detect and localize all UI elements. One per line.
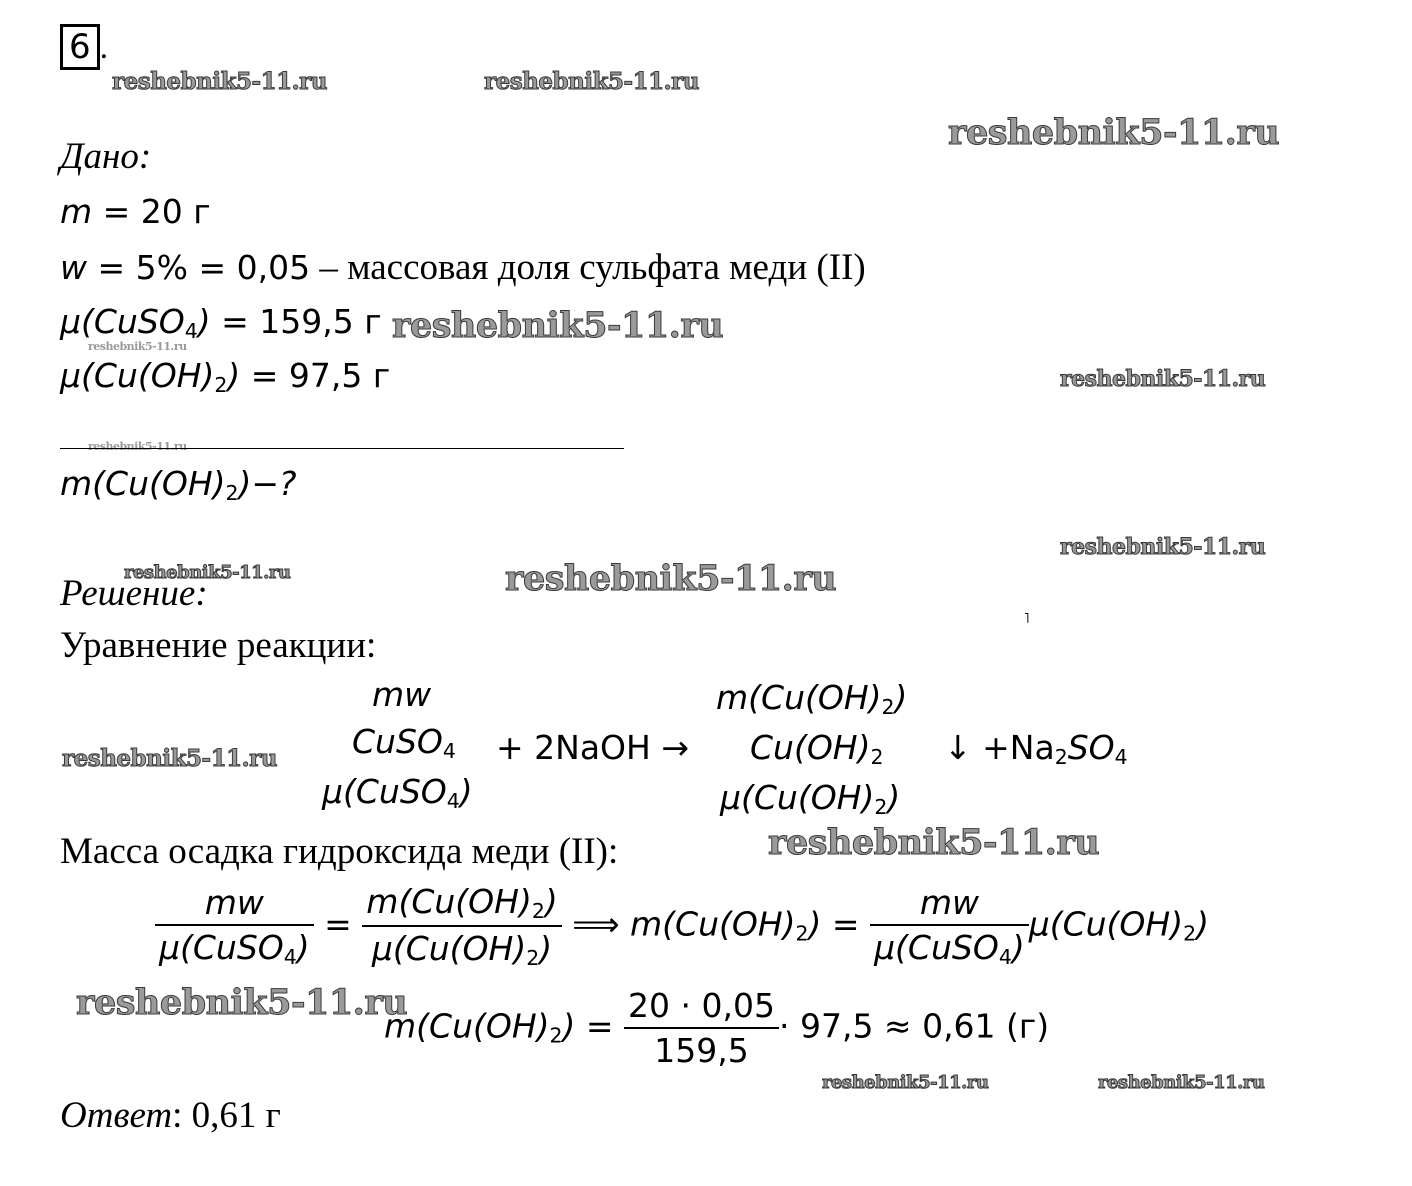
eq-precipitate <box>944 728 1128 769</box>
task-number <box>60 28 108 67</box>
fraction-numeric <box>624 986 779 1070</box>
eq-left-bot-sub: 4 <box>446 789 460 814</box>
reaction-label: Уравнение реакции: <box>60 625 377 666</box>
f-tail-sub: 2 <box>1183 921 1197 946</box>
eq-right-mid-text: Cu(OH) <box>750 728 871 767</box>
mass-value: = 20 г <box>92 192 211 231</box>
eq-left-bot-close: ) <box>459 772 473 811</box>
given-header: Дано: <box>60 136 152 177</box>
mass-variable: m <box>60 192 93 231</box>
solution-header: Решение: <box>60 573 208 614</box>
numeric-numerator: 20 · 0,05 <box>624 986 779 1029</box>
f-implies-close: ) = <box>808 904 860 944</box>
eq-left-top: mw <box>372 675 432 714</box>
f-tail-close: ) <box>1196 904 1209 944</box>
eq-right-bot-text: μ(Cu(OH) <box>720 778 875 817</box>
eq-left-bot <box>322 772 473 813</box>
eq-precip-so: SO <box>1067 728 1115 767</box>
w-description: – массовая доля сульфата меди (II) <box>310 247 866 288</box>
find-rest: )−? <box>238 464 297 503</box>
watermark: reshebnik5-11.ru <box>1060 534 1266 560</box>
f1-den-close: ) <box>296 928 310 968</box>
w-value: = 5% = 0,05 <box>87 248 311 287</box>
watermark: reshebnik5-11.ru <box>88 340 187 353</box>
watermark: reshebnik5-11.ru <box>1098 1072 1265 1093</box>
watermark: reshebnik5-11.ru <box>124 562 291 583</box>
fraction-mw-over-mu-cuso4 <box>155 883 314 969</box>
answer-value: : 0,61 г <box>172 1095 281 1136</box>
eq-right-bot-close: ) <box>887 778 901 817</box>
f3-numerator: mw <box>870 883 1029 926</box>
f2-den-sub: 2 <box>526 946 540 971</box>
mu-cuoh2-sub: 2 <box>214 373 228 398</box>
f2-den-close: ) <box>539 929 553 969</box>
stray-mark: ˥ <box>1024 612 1030 627</box>
mu-cuso4-close: ) <box>197 302 211 341</box>
eq-precip-sub1: 2 <box>1054 745 1068 770</box>
watermark: reshebnik5-11.ru <box>88 440 187 453</box>
f2-lhs-close: ) = <box>562 1006 614 1046</box>
mu-cuso4-value: = 159,5 г <box>210 302 382 341</box>
task-number-dot: . <box>99 29 109 66</box>
find-line <box>60 464 297 505</box>
eq-right-bot-sub: 2 <box>874 795 888 820</box>
eq-left-mid <box>352 722 456 763</box>
find-sub: 2 <box>225 481 239 506</box>
f2-num-close: ) <box>544 882 558 921</box>
f-implies-sub: 2 <box>795 921 809 946</box>
watermark: reshebnik5-11.ru <box>112 68 327 95</box>
answer-line <box>60 1094 281 1137</box>
given-mu-cuso4 <box>60 302 382 343</box>
fraction-mw-over-mu-cuso4-2 <box>870 883 1029 969</box>
f2-denominator: μ(Cu(OH) <box>371 929 527 969</box>
f1-den-sub: 4 <box>283 945 297 970</box>
eq-right-mid <box>750 728 884 769</box>
watermark: reshebnik5-11.ru <box>768 822 1100 863</box>
mu-cuoh2-lhs: μ(Cu(OH) <box>60 356 215 395</box>
f2-lhs-sub: 2 <box>549 1023 563 1048</box>
mu-cuoh2-value: = 97,5 г <box>240 356 391 395</box>
watermark: reshebnik5-11.ru <box>392 305 724 346</box>
given-mass <box>60 192 211 231</box>
mu-cuso4-sub: 4 <box>184 319 198 344</box>
watermark: reshebnik5-11.ru <box>948 112 1280 153</box>
given-w <box>60 246 866 289</box>
answer-label: Ответ <box>60 1095 173 1136</box>
numeric-denominator: 159,5 <box>654 1031 749 1070</box>
given-divider <box>60 448 624 449</box>
eq-right-top <box>716 678 907 719</box>
f3-den-close: ) <box>1011 928 1025 968</box>
eq-left-mid-text: CuSO <box>352 722 443 761</box>
f2-rhs: · 97,5 ≈ 0,61 (г) <box>778 1006 1050 1046</box>
eq-right-top-text: m(Cu(OH) <box>716 678 882 717</box>
f2-num-sub: 2 <box>531 899 545 924</box>
f3-denominator: μ(CuSO <box>874 928 999 968</box>
f2-numerator: m(Cu(OH) <box>366 882 532 921</box>
f2-lhs: m(Cu(OH) <box>384 1006 550 1046</box>
watermark: reshebnik5-11.ru <box>822 1072 989 1093</box>
task-number-box: 6 <box>60 24 100 70</box>
watermark: reshebnik5-11.ru <box>62 745 277 772</box>
given-mu-cuoh2 <box>60 356 390 397</box>
fraction-m-over-mu-cuoh2 <box>362 882 561 970</box>
formula-1 <box>155 882 1209 970</box>
mu-cuoh2-close: ) <box>227 356 241 395</box>
formula-2 <box>384 986 1049 1070</box>
eq-precip-text: ↓ +Na <box>944 728 1055 767</box>
find-lhs: m(Cu(OH) <box>60 464 226 503</box>
eq-left-mid-sub: 4 <box>442 739 456 764</box>
mass-label: Масса осадка гидроксида меди (II): <box>60 831 619 872</box>
f-implies: ⟹ m(Cu(OH) <box>572 904 796 944</box>
eq-right-mid-sub: 2 <box>870 745 884 770</box>
watermark: reshebnik5-11.ru <box>505 558 837 599</box>
watermark: reshebnik5-11.ru <box>484 68 699 95</box>
watermark: reshebnik5-11.ru <box>76 982 408 1023</box>
f-equals: = <box>324 904 352 944</box>
eq-right-top-sub: 2 <box>881 695 895 720</box>
eq-precip-sub2: 4 <box>1114 745 1128 770</box>
eq-left-bot-text: μ(CuSO <box>322 772 447 811</box>
eq-right-bot <box>720 778 900 819</box>
f1-numerator: mw <box>155 883 314 926</box>
eq-right-top-close: ) <box>894 678 908 717</box>
watermark: reshebnik5-11.ru <box>1060 366 1266 392</box>
w-variable: w <box>60 248 87 287</box>
f-tail: μ(Cu(OH) <box>1028 904 1184 944</box>
mu-cuso4-lhs: μ(CuSO <box>60 302 185 341</box>
eq-plus-naoh: + 2NaOH → <box>496 728 689 767</box>
f3-den-sub: 4 <box>998 945 1012 970</box>
f1-denominator: μ(CuSO <box>159 928 284 968</box>
